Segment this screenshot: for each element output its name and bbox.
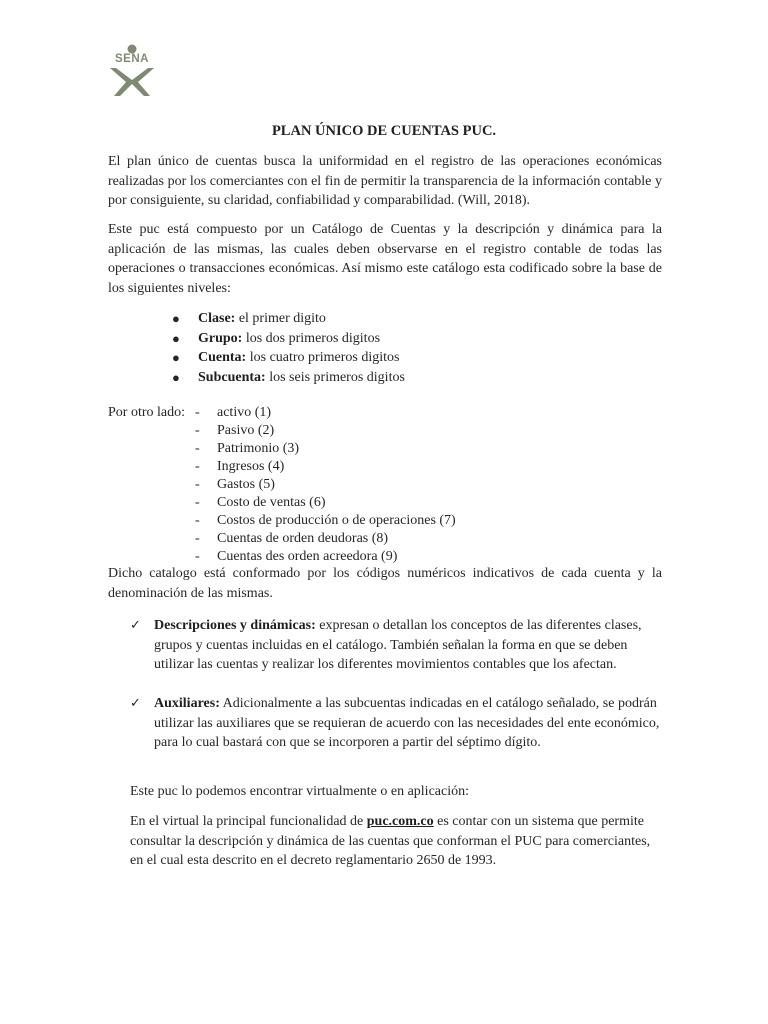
- list-item: ● Cuenta: los cuatro primeros digitos: [172, 348, 405, 368]
- intro-paragraph: El plan único de cuentas busca la uniformidad en el registro de las operaciones económicas realizadas por los comerciantes con el fin de permitir la transparencia de la información contable y por consiguiente, su claridad, confiabilidad y comparabilidad. (Will, 2018).: [108, 154, 662, 208]
- list-item: - Pasivo (2): [195, 423, 275, 438]
- levels-list: [172, 309, 405, 387]
- bullet-icon: ●: [172, 330, 180, 346]
- list-item: - Patrimonio (3): [195, 441, 300, 456]
- list-item: - Costos de producción o de operaciones (7): [195, 513, 456, 528]
- list-item: - Cuentas de orden deudoras (8): [195, 531, 389, 546]
- list-item: - Ingresos (4): [195, 459, 285, 474]
- list-item: ● Clase: el primer digito: [172, 309, 405, 329]
- checkmark-icon: ✓: [130, 618, 141, 633]
- puc-link[interactable]: puc.com.co: [366, 814, 434, 829]
- virtual-paragraph: Este puc lo podemos encontrar virtualmente o en aplicación:: [130, 784, 469, 799]
- list-item: - activo (1): [195, 405, 272, 420]
- classes-lead: Por otro lado:: [108, 405, 185, 420]
- document-title: PLAN ÚNICO DE CUENTAS PUC.: [271, 123, 497, 139]
- catalog-paragraph: Dicho catalogo está conformado por los códigos numéricos indicativos de cada cuenta y la denominación de las mismas.: [108, 566, 662, 601]
- bullet-icon: ●: [172, 311, 180, 326]
- list-item: ✓ Descripciones y dinámicas: expresan o detallan los conceptos de las diferentes clases, grupos y cuentas incluidas en el catálogo. También señalan la forma en que se deben utilizar las cuentas y realizar los diferentes movimientos contables que los afectan.: [130, 618, 642, 672]
- list-item: - Costo de ventas (6): [195, 495, 326, 510]
- list-item: - Gastos (5): [195, 477, 275, 492]
- list-item: ● Subcuenta: los seis primeros digitos: [172, 368, 405, 388]
- list-item: - Cuentas des orden acreedora (9): [195, 549, 398, 564]
- bullet-icon: ●: [172, 369, 180, 385]
- checkmark-icon: ✓: [130, 696, 141, 711]
- check-list: [130, 616, 662, 753]
- list-item: ● Grupo: los dos primeros digitos: [172, 329, 405, 349]
- sena-logo: [104, 44, 160, 98]
- functionality-paragraph: En el virtual la principal funcionalidad de puc.com.co es contar con un sistema que permite consultar la descripción y dinámica de las cuentas que conforman el PUC para comerciantes, en el cual esta descrito en el decreto reglamentario 2650 de 1993.: [130, 814, 651, 868]
- composition-paragraph: Este puc está compuesto por un Catálogo de Cuentas y la descripción y dinámica para la aplicación de las mismas, las cuales deben observarse en el registro contable de todas las operaciones o transacciones económicas. Así mismo este catálogo esta codificado sobre la base de los siguientes niveles:: [108, 222, 662, 296]
- bullet-icon: ●: [172, 350, 180, 365]
- list-item: ✓ Auxiliares: Adicionalmente a las subcuentas indicadas en el catálogo señalado, se podrán utilizar las auxiliares que se requieran de acuerdo con las necesidades del ente económico, para lo cual bastará con que se incorporen a partir del séptimo dígito.: [130, 696, 660, 750]
- logo-text: SENA: [115, 53, 149, 65]
